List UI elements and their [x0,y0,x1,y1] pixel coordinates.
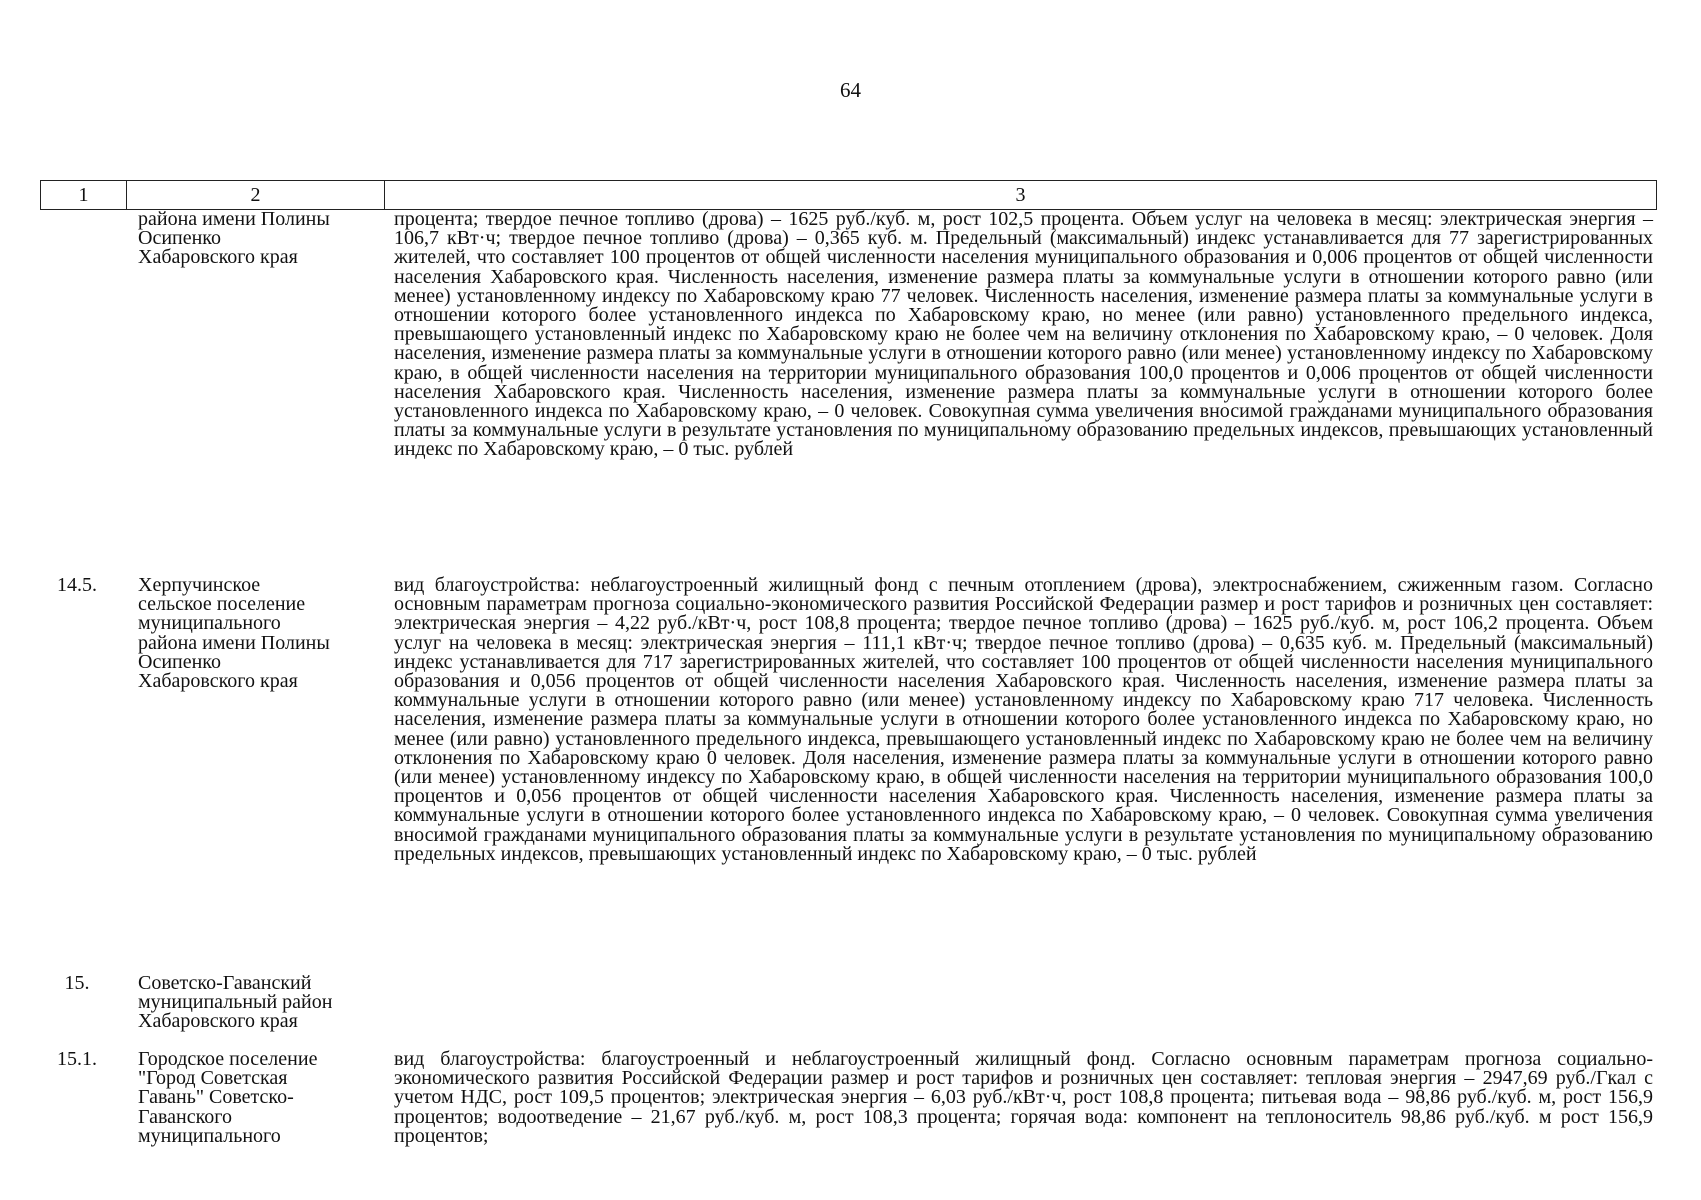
municipality-name: района имени Полины Осипенко Хабаровского края [138,208,330,269]
row-description [384,974,1657,1032]
table-row [40,1050,1657,1146]
table-row [40,974,1657,1032]
table-row [40,576,1657,864]
page-number: 64 [840,78,861,102]
row-number: 15.1. [57,1048,97,1070]
table-row [40,210,1657,460]
municipality-name: Херпучинское сельское поселение муниципального района имени Полины Осипенко Хабаровского края [138,574,330,693]
row-number [40,210,126,460]
row-description: вид благоустройства: благоустроенный и неблагоустроенный жилищный фонд. Согласно основным параметрам прогноза социально-экономического развития Российской Федерации размер и рост тарифов и розничных цен составляет: тепловая энергия – 2947,69 руб./Гкал с учетом НДС, рост 109,5 процентов; электрическая энергия – 6,03 руб./кВт·ч, рост 108,8 процента; питьевая вода – 98,86 руб./куб. м, рост 156,9 процентов; водоотведение – 21,67 руб./куб. м, рост 108,3 процента; горячая вода: компонент на теплоноситель 98,86 руб./куб. м рост 156,9 процентов; [394,1048,1653,1147]
table-header [40,180,1657,210]
row-number: 14.5. [57,574,97,596]
municipality-name: Городское поселение "Город Советская Гавань" Советско- Гаванского муниципального [138,1048,318,1147]
row-number: 15. [64,972,90,994]
row-description: вид благоустройства: неблагоустроенный жилищный фонд с печным отоплением (дрова), электроснабжением, сжиженным газом. Согласно основным параметрам прогноза социально-экономического развития Российской Федерации размер и рост тарифов и розничных цен составляет: электрическая энергия – 4,22 руб./кВт·ч, рост 108,8 процента; твердое печное топливо (дрова) – 1625 руб./куб. м, рост 106,2 процента. Объем услуг на человека в месяц: электрическая энергия – 111,1 кВт·ч; твердое печное топливо (дрова) – 0,635 куб. м. Предельный (максимальный) индекс устанавливается для 717 зарегистрированных жителей, что составляет 100 процентов от общей численности населения муниципального образования и 0,056 процентов от общей численности населения Хабаровского края. Численность населения, изменение размера платы за коммунальные услуги в отношении которого равно (или менее) установленному индексу по Хабаровскому краю 717 человека. Численность населения, изменение размера платы за коммунальные услуги в отношении которого более установленного индекса по Хабаровскому краю, но менее (или равно) установленного предельного индекса, превышающего установленный индекс по Хабаровскому краю не более чем на величину отклонения по Хабаровскому краю 0 человек. Доля населения, изменение размера платы за коммунальные услуги в отношении которого равно (или менее) установленному индексу по Хабаровскому краю, в общей численности населения на территории муниципального образования 100,0 процентов и 0,056 процентов от общей численности населения Хабаровского края. Численность населения, изменение размера платы за коммунальные услуги в отношении которого более установленного индекса по Хабаровскому краю, – 0 человек. Совокупная сумма увеличения вносимой гражданами муниципального образования платы за коммунальные услуги в результате установления по муниципальному образованию предельных индексов, превышающих установленный индекс по Хабаровскому краю, – 0 тыс. рублей [394,574,1653,865]
header-column-1: 1 [41,181,127,209]
municipality-name: Советско-Гаванский муниципальный район Хабаровского края [138,972,333,1033]
header-column-3: 3 [1015,183,1026,206]
row-description: процента; твердое печное топливо (дрова) – 1625 руб./куб. м, рост 102,5 процента. Объем услуг на человека в месяц: электрическая энергия – 106,7 кВт·ч; твердое печное топливо (дрова) – 0,365 куб. м. Предельный (максимальный) индекс устанавливается для 77 зарегистрированных жителей, что составляет 100 процентов от общей численности населения муниципального образования и 0,006 процентов от общей численности населения Хабаровского края. Численность населения, изменение размера платы за коммунальные услуги в отношении которого равно (или менее) установленному индексу по Хабаровскому краю 77 человек. Численность населения, изменение размера платы за коммунальные услуги в отношении которого более установленного индекса по Хабаровскому краю, но менее (или равно) установленного предельного индекса, превышающего установленный индекс по Хабаровскому краю не более чем на величину отклонения по Хабаровскому краю, – 0 человек. Доля населения, изменение размера платы за коммунальные услуги в отношении которого равно (или менее) установленному индексу по Хабаровскому краю, в общей численности населения на территории муниципального образования 100,0 процентов и 0,006 процентов от общей численности населения Хабаровского края. Численность населения, изменение размера платы за коммунальные услуги в отношении которого более установленного индекса по Хабаровскому краю, – 0 человек. Совокупная сумма увеличения вносимой гражданами муниципального образования платы за коммунальные услуги в результате установления по муниципальному образованию предельных индексов, превышающих установленный индекс по Хабаровскому краю, – 0 тыс. рублей [394,208,1653,461]
header-column-2: 2 [127,181,385,209]
